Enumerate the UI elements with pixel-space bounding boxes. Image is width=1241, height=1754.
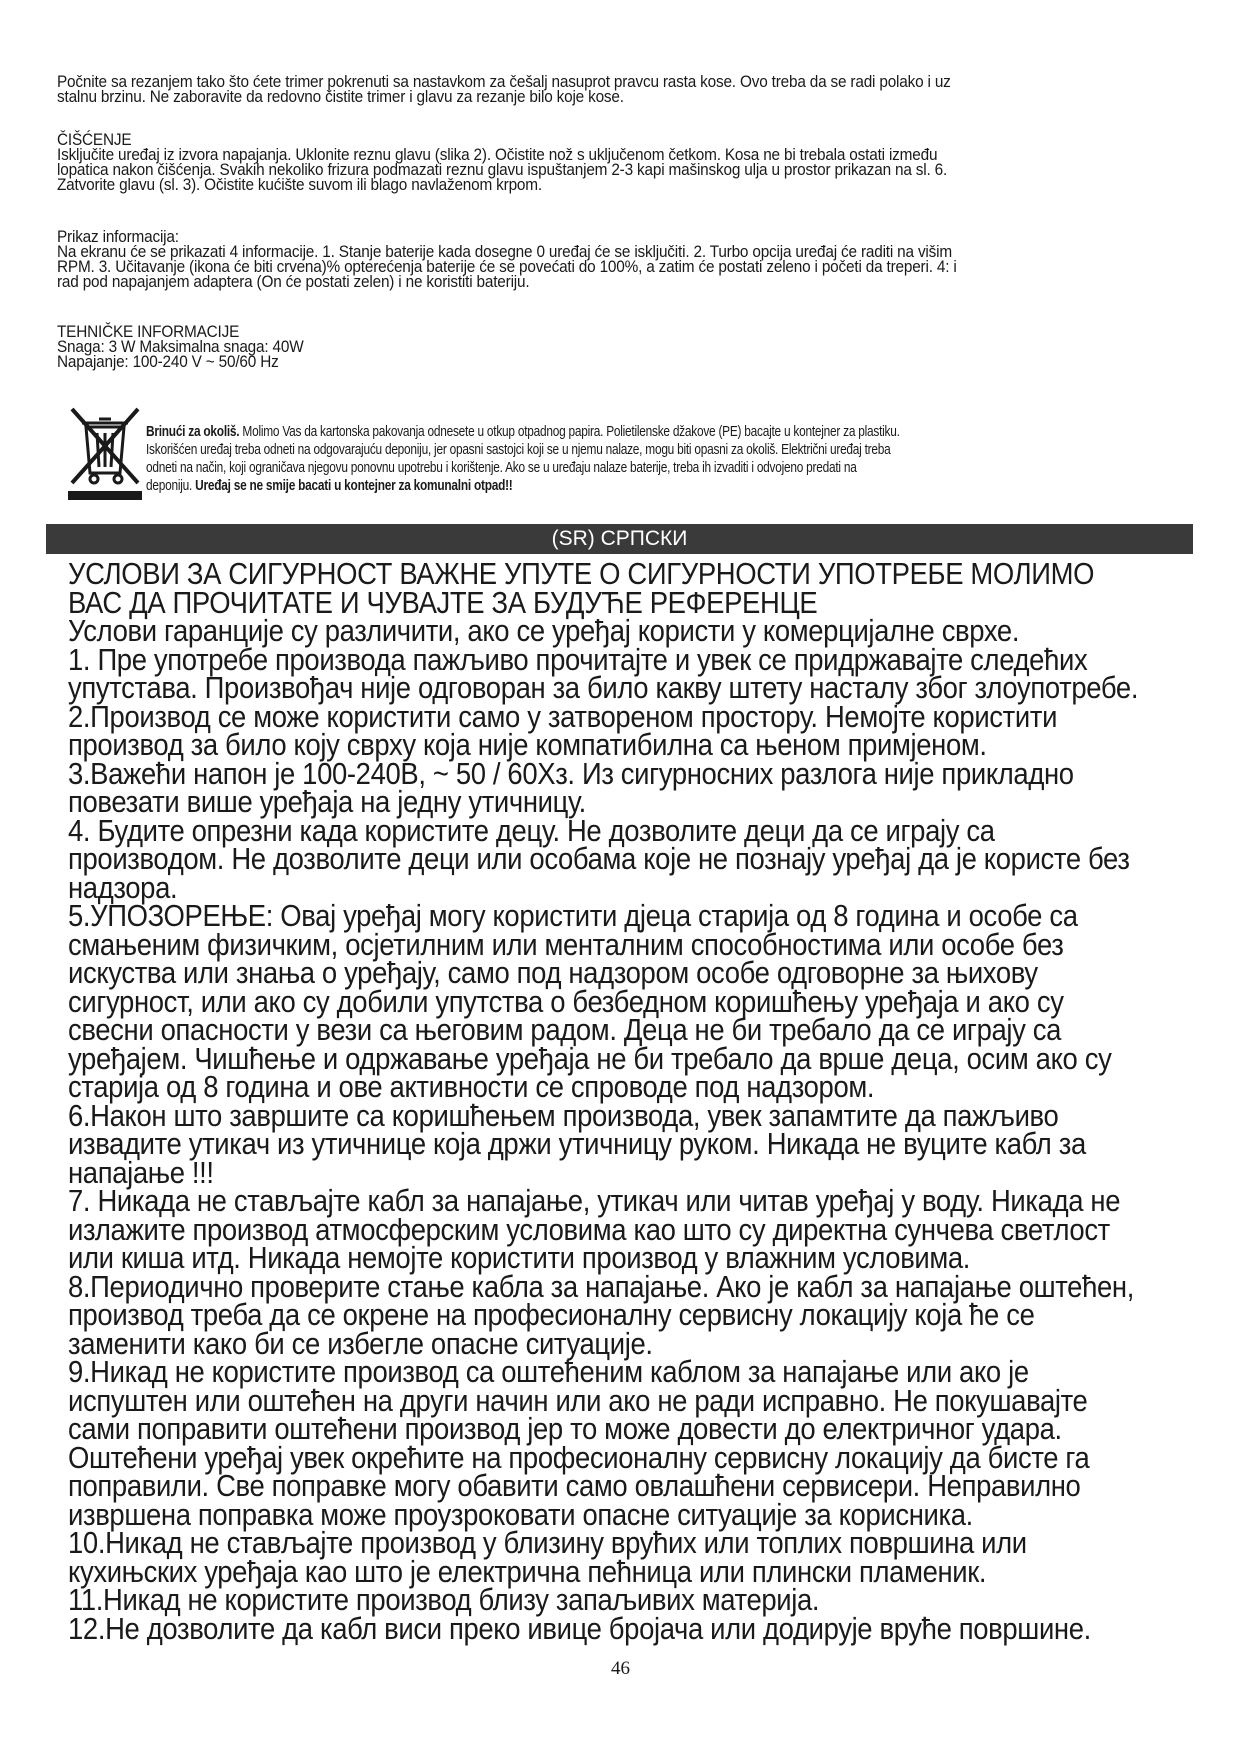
safety-line: 3.Важећи напон је 100-240В, ~ 50 / 60Хз. Из сигурносних разлога није прикладно: [68, 756, 1074, 791]
safety-line: повезати више уређаја на једну утичницу.: [68, 785, 586, 819]
safety-line: или киша итд. Никада немојте користити производ у влажним условима.: [68, 1241, 971, 1275]
safety-line: сигурност, или ако су добили упутства о безбедном коришћењу уређаја и ако су: [68, 984, 1064, 1019]
safety-line: извршена поправка може проузроковати опасне ситуације за корисника.: [68, 1497, 973, 1532]
safety-line: Услови гаранције су различити, ако се уређај користи у комерцијалне сврхе.: [68, 614, 1020, 648]
safety-line: 8.Периодично проверите стање кабла за напајање. Ако је кабл за напајање оштећен,: [68, 1269, 1134, 1304]
safety-line: упутстава. Произвођач није одговоран за било какву штету насталу због злоупотребе.: [68, 671, 1139, 705]
safety-line: уређајем. Чишћење и одржавање уређаја не би требало да врше деца, осим ако су: [68, 1041, 1112, 1076]
safety-line: Оштећени уређај увек окрећите на професионалну сервисну локацију да бисте га: [68, 1440, 1090, 1475]
safety-line: 10.Никад не стављајте производ у близину врућих или топлих површина или: [68, 1526, 1027, 1560]
safety-instructions: [68, 557, 1193, 1646]
environment-line-2: Iskorišćen uređaj treba odneti na odgovarajuću deponiju, jer opasni sastojci koji se u njemu nalaze, mogu biti opasni za okoliš. Električni uređaj treba: [146, 442, 891, 458]
safety-line: 12.Не дозволите да кабл виси преко ивице бројача или додирује вруће површине.: [68, 1611, 1091, 1646]
section-header-label: (SR) СРПСКИ: [551, 527, 688, 550]
safety-line: 7. Никада не стављајте кабл за напајање, утикач или читав уређај у воду. Никада не: [68, 1184, 1121, 1218]
safety-line: старија од 8 година и ове активности се спроводе под надзором.: [68, 1070, 875, 1104]
technical-info-section: [57, 325, 1099, 370]
safety-line: напајање !!!: [68, 1155, 214, 1190]
environment-line-4: [146, 477, 1105, 495]
environment-warning: Uređaj se ne smije bacati u kontejner za komunalni otpad!!: [195, 478, 513, 494]
safety-line: сами поправити оштећени производ јер то може довести до електричног удара.: [68, 1412, 1062, 1446]
safety-line: 5.УПОЗОРЕЊЕ: Овај уређај могу користити дјеца старија од 8 година и особе са: [68, 899, 1078, 933]
technical-power: Snaga: 3 W Maksimalna snaga: 40W: [57, 338, 304, 356]
display-info-section: [57, 230, 1099, 290]
safety-line: производ треба да се окрене на професионалну сервисну локацију која ће се: [68, 1298, 1035, 1332]
safety-line: искуства или знања о уређају, само под надзором особе одговорне за њихову: [68, 956, 1038, 990]
safety-line: производом. Не дозволите деци или особама које не познају уређај да је користе без: [68, 842, 1130, 876]
display-info-title: Prikaz informacija:: [57, 228, 179, 246]
safety-line: ВАС ДА ПРОЧИТАТЕ И ЧУВАЈТЕ ЗА БУДУЋЕ РЕФЕРЕНЦЕ: [68, 585, 818, 620]
crossed-out-bin-icon: [66, 403, 144, 503]
safety-line: 4. Будите опрезни када користите децу. Не дозволите деци да се играју са: [68, 813, 995, 848]
safety-line: 9.Никад не користите производ са оштећеним каблом за напајање или ако је: [68, 1355, 1029, 1389]
technical-info-title: TEHNIČKE INFORMACIJE: [57, 323, 240, 341]
safety-line: надзора.: [68, 870, 178, 905]
page-number: 46: [611, 1658, 630, 1679]
safety-line: кухињских уређаја као што је електрична пећница или плински пламеник.: [68, 1554, 987, 1589]
safety-line: 1. Пре употребе производа пажљиво прочитајте и увек се придржавајте следећих: [68, 642, 1088, 677]
safety-line: испуштен или оштећен на други начин или ако не ради исправно. Не покушавајте: [68, 1383, 1088, 1418]
intro-text: Počnite sa rezanjem tako što ćete trimer pokrenuti sa nastavkom za češalj nasuprot pravcu rasta kose. Ovo treba da se radi polako i uz stalnu brzinu. Ne zaboravite da redovno čistite trimer i glavu za rezanje bilo koje kose.: [57, 73, 951, 106]
environment-lead: Brinući za okoliš.: [146, 424, 240, 440]
safety-line: извадите утикач из утичнице која држи утичницу руком. Никада не вуците кабл за: [68, 1127, 1086, 1161]
environment-line-1-text: Molimo Vas da kartonska pakovanja odnesete u otkup otpadnog papira. Polietilenske džakove (PE) bacajte u kontejner za plastiku.: [239, 424, 900, 440]
safety-line: производ за било коју сврху која није компатибилна са њеном примјеном.: [68, 728, 987, 762]
safety-line: УСЛОВИ ЗА СИГУРНОСТ ВАЖНЕ УПУТЕ О СИГУРНОСТИ УПОТРЕБЕ МОЛИМО: [68, 557, 1095, 591]
safety-line: 11.Никад не користите производ близу запаљивих материја.: [68, 1583, 820, 1617]
display-info-text: Na ekranu će se prikazati 4 informacije. 1. Stanje baterije kada dosegne 0 uređaj će se isključiti. 2. Turbo opcija uređaj će raditi na višim RPM. 3. Učitavanje (ikona će biti crvena)% opterećenja baterije će se povećati do 100%, a zatim će postati zeleno i početi da treperi. 4: i rad pod napajanjem adaptera (On će postati zelen) i ne koristiti bateriju.: [57, 243, 957, 291]
safety-line: заменити како би се избегле опасне ситуације.: [68, 1326, 653, 1361]
safety-line: излажите производ атмосферским условима као што су директна сунчева светлост: [68, 1212, 1110, 1247]
environment-line-1: [146, 423, 1105, 441]
safety-line: 6.Након што завршите са коришћењем производа, увек запамтите да пажљиво: [68, 1098, 1059, 1133]
environment-line-4-text: deponiju.: [146, 478, 196, 494]
safety-line: смањеним физичким, осјетилним или менталним способностима или особе без: [68, 927, 1064, 962]
safety-line: поправили. Све поправке могу обавити само овлашћени сервисери. Неправилно: [68, 1469, 1081, 1503]
environment-notice: [146, 423, 1105, 495]
intro-paragraph: [57, 75, 1099, 105]
safety-line: 2.Производ се може користити само у затвореном простору. Немојте користити: [68, 699, 1058, 734]
cleaning-text: Isključite uređaj iz izvora napajanja. Uklonite reznu glavu (slika 2). Očistite nož s uključenom četkom. Kosa ne bi trebala ostati između lopatica nakon čišćenja. Svakih nekoliko frizura podmazati reznu glavu ispuštanjem 2-3 kapi mašinskog ulja u prostor prikazan na sl. 6. Zatvorite glavu (sl. 3). Očistite kućište suvom ili blago navlaženom krpom.: [57, 146, 948, 194]
cleaning-section: [57, 133, 1099, 193]
environment-line-3: odneti na način, koji ograničava njegovu ponovnu upotrebu i korištenje. Ako se u uređaju nalaze baterije, treba ih izvaditi i odvojeno predati na: [146, 460, 857, 476]
section-header-band: [46, 524, 1193, 554]
safety-line: свесни опасности у вези са његовим радом. Деца не би требало да се играју са: [68, 1013, 1062, 1047]
technical-supply: Napajanje: 100-240 V ~ 50/60 Hz: [57, 353, 279, 371]
cleaning-title: ČIŠĆENJE: [57, 131, 132, 149]
